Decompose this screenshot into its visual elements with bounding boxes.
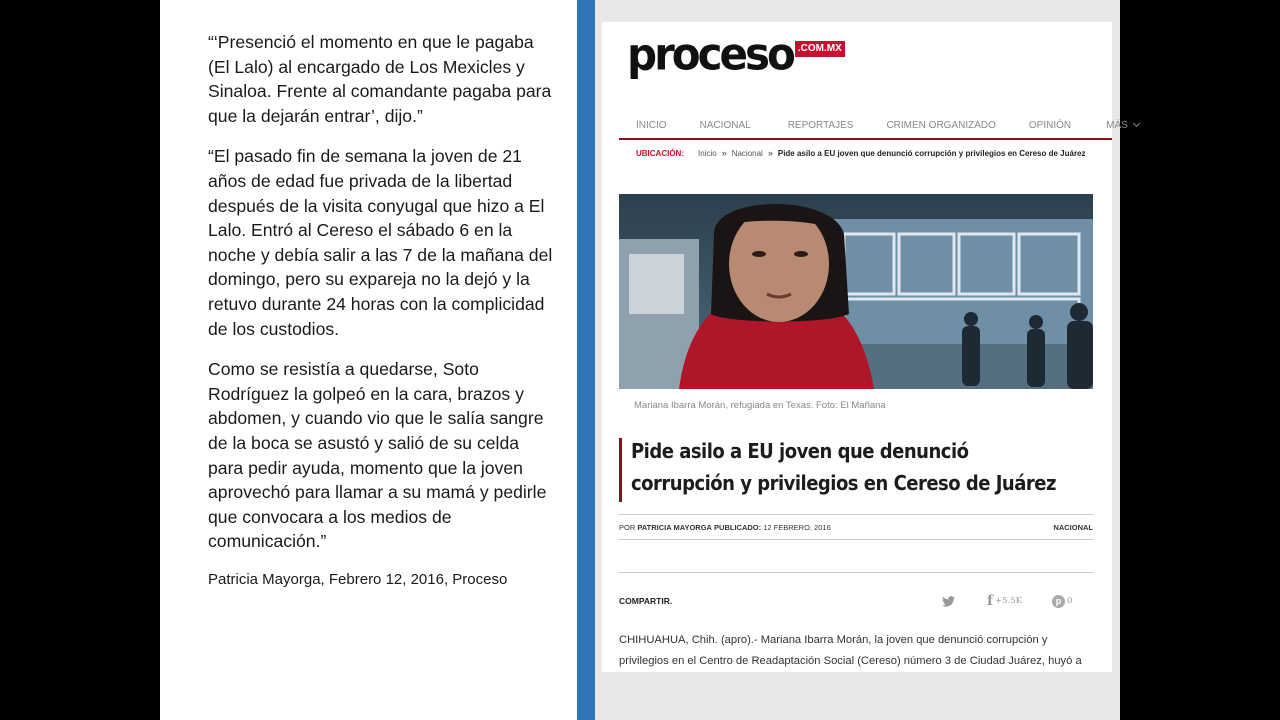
quote-source: Patricia Mayorga, Febrero 12, 2016, Proceso: [208, 570, 508, 588]
byline-author[interactable]: PATRICIA MAYORGA: [637, 522, 712, 532]
quote-paragraph-3: Como se resistía a quedarse, Soto Rodríguez la golpeó en la cara, brazos y abdomen, y cuando vio que le salía sangre de la boca se asustó y salió de su celda para pedir ayuda, momento que la joven aprovechó para llamar a su mamá y pedirle que convocara a los medios de comunicación.”: [208, 359, 547, 552]
article-meta: [619, 514, 1093, 540]
nav-item-mas-label: MÁS: [1106, 119, 1128, 131]
facebook-share-button[interactable]: [987, 593, 1022, 609]
breadcrumb: [636, 147, 1086, 159]
quote-paragraph-2: “El pasado fin de semana la joven de 21 años de edad fue privada de la libertad después de la visita conyugal que hizo a El Lalo. Entró al Cereso el sábado 6 en la noche y debía salir a las 7 de la mañana del domingo, pero su expareja no la dejó y la retuvo durante 24 horas con la complicidad de los custodios.: [208, 146, 553, 339]
nav-item-crimen-organizado[interactable]: CRIMEN ORGANIZADO: [886, 119, 996, 131]
share-label: COMPARTIR.: [619, 596, 673, 606]
photo-caption: Mariana Ibarra Morán, refugiada en Texas. Foto: El Mañana: [634, 400, 886, 411]
nav-item-inicio[interactable]: INICIO: [636, 119, 667, 131]
share-divider: [619, 572, 1093, 573]
published-date: 12 FEBRERO, 2016: [763, 522, 831, 532]
published-prefix: PUBLICADO:: [714, 522, 762, 532]
breadcrumb-separator: »: [721, 148, 727, 158]
slide: [160, 0, 1128, 720]
quote-panel: [208, 30, 558, 590]
pinterest-share-count: 0: [1067, 596, 1073, 606]
divider-bar: [577, 0, 595, 720]
breadcrumb-inicio[interactable]: Inicio: [698, 148, 717, 158]
chevron-down-icon: [1133, 120, 1140, 127]
site-logo[interactable]: [627, 28, 845, 81]
main-nav: [619, 112, 1128, 140]
quote-paragraph-1: “‘Presenció el momento en que le pagaba (El Lalo) al encargado de Los Mexicles y Sinaloa. Frente al comandante pagaba para que la dejarán entrar’, dijo.”: [208, 32, 552, 126]
nav-item-opinion[interactable]: OPINIÓN: [1028, 119, 1072, 131]
share-icons: [942, 593, 1072, 609]
byline-prefix: POR: [619, 522, 636, 532]
pinterest-share-button[interactable]: [1052, 595, 1072, 608]
article-body-lead: CHIHUAHUA, Chih. (apro).- Mariana Ibarra Morán, la joven que denunció corrupción y privilegios en el Centro de Readaptación Social (Cereso) número 3 de Ciudad Juárez, huyó a: [619, 634, 1082, 667]
pinterest-icon: p: [1052, 595, 1065, 608]
logo-domain-badge: .COM.MX: [795, 41, 845, 57]
breadcrumb-current: Pide asilo a EU joven que denunció corrupción y privilegios en Cereso de Juárez: [777, 148, 1086, 158]
breadcrumb-separator: »: [767, 148, 773, 158]
hero-photo-illustration: [619, 194, 1093, 389]
nav-item-mas[interactable]: [1106, 120, 1139, 131]
byline: [619, 523, 831, 532]
nav-item-reportajes[interactable]: REPORTAJES: [787, 119, 854, 131]
website-screenshot: [602, 22, 1128, 672]
article-headline: Pide asilo a EU joven que denunció corrupción y privilegios en Cereso de Juárez: [631, 439, 1056, 495]
twitter-icon: [942, 596, 955, 607]
facebook-icon: f: [987, 593, 994, 609]
hero-photo[interactable]: [619, 194, 1093, 389]
breadcrumb-nacional[interactable]: Nacional: [731, 148, 763, 158]
facebook-share-count: +5.5K: [995, 596, 1023, 606]
nav-item-nacional[interactable]: NACIONAL: [699, 119, 751, 131]
headline-accent-rule: [619, 438, 622, 502]
breadcrumb-label: UBICACIÓN:: [636, 148, 684, 158]
article-section[interactable]: NACIONAL: [1053, 522, 1093, 532]
twitter-share-button[interactable]: [942, 596, 955, 607]
logo-wordmark: proceso: [627, 28, 793, 81]
